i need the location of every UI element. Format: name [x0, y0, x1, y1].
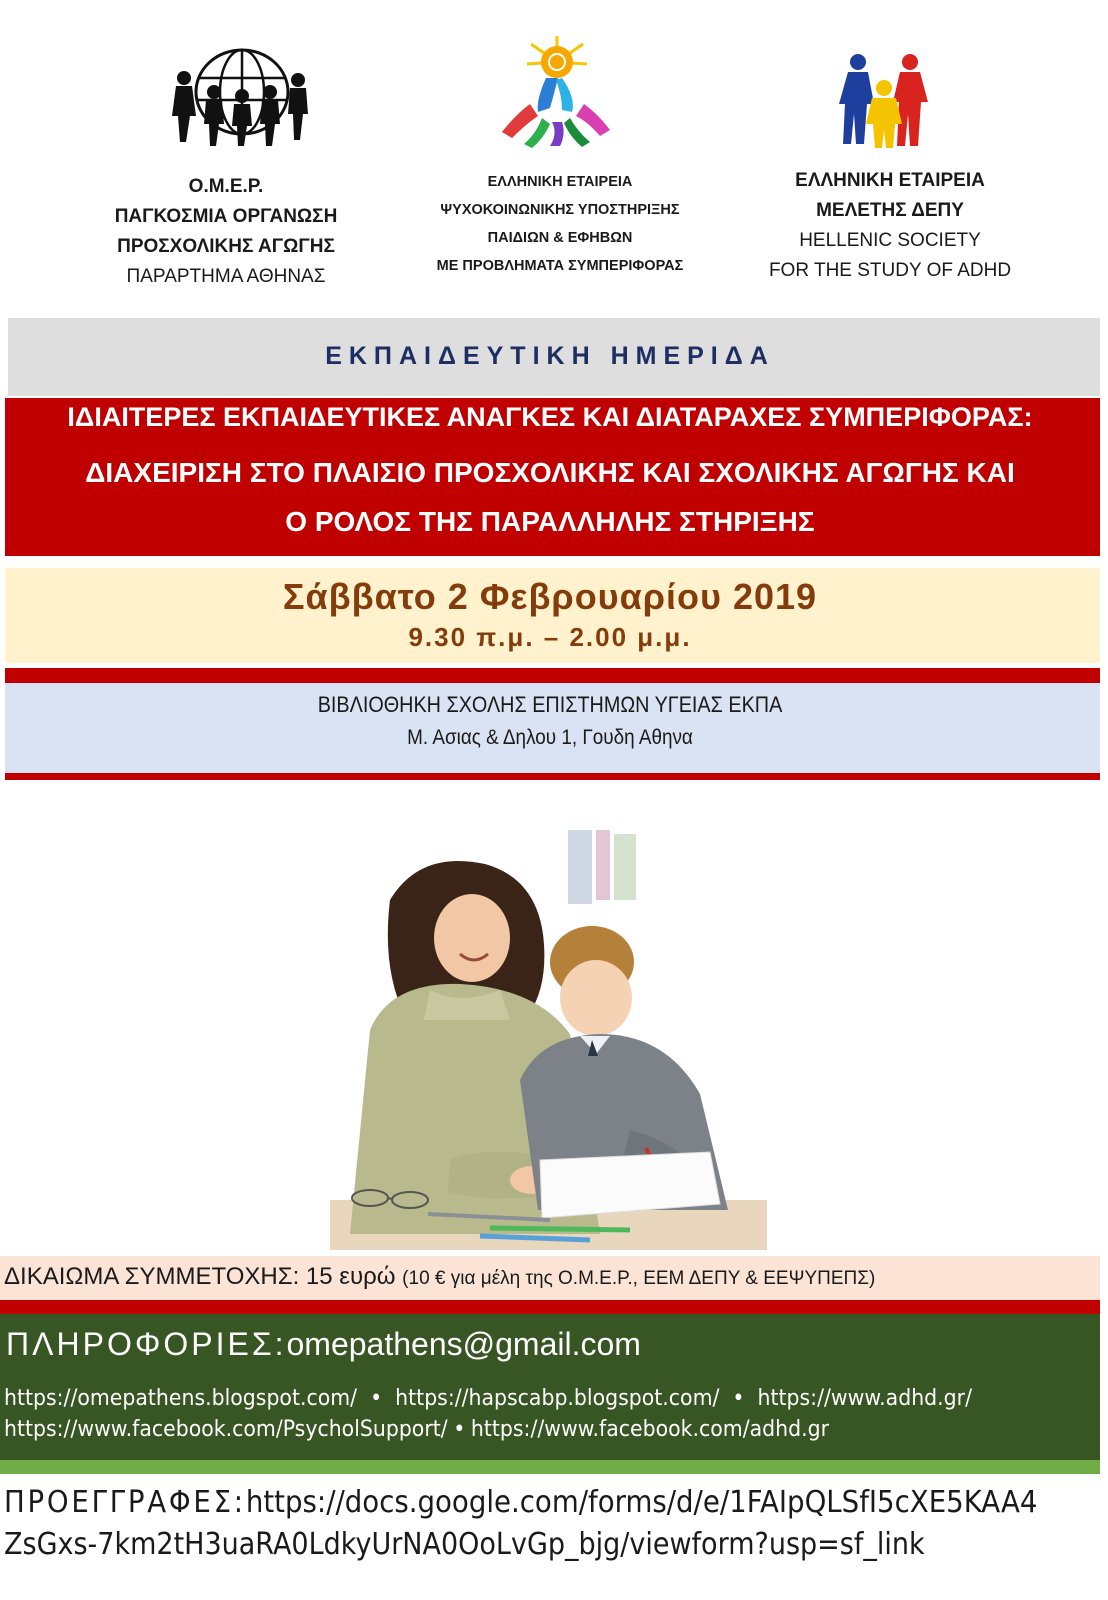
- omep-name-line: ΠΑΡΑΡΤΗΜΑ ΑΘΗΝΑΣ: [126, 266, 326, 287]
- adhd-name-line: ΜΕΛΕΤΗΣ ΔΕΠΥ: [816, 200, 964, 221]
- event-time: 9.30 π.μ. – 2.00 μ.μ.: [408, 622, 692, 652]
- registration-label: ΠΡΟΕΓΓΡΑΦΕΣ:: [4, 1485, 246, 1520]
- venue-divider-top: [5, 668, 1100, 683]
- psychosocial-name-line: ΠΑΙΔΙΩΝ & ΕΦΗΒΩΝ: [487, 230, 633, 246]
- venue-address: Μ. Ασιας & Δηλου 1, Γουδη Αθηνα: [407, 726, 693, 749]
- adhd-name-line: FOR THE STUDY OF ADHD: [768, 260, 1012, 281]
- adhd-name-line: HELLENIC SOCIETY: [799, 230, 981, 251]
- registration-form-link[interactable]: https://docs.google.com/forms/d/e/1FAIpQLSfI5cXE5KAA4: [245, 1485, 1038, 1520]
- venue-name: ΒΙΒΛΙΟΘΗΚΗ ΣΧΟΛΗΣ ΕΠΙΣΤΗΜΩΝ ΥΓΕΙΑΣ ΕΚΠΑ: [317, 692, 783, 717]
- omep-globe-logo: [170, 40, 312, 148]
- adhd-site-link[interactable]: https://www.adhd.gr/: [757, 1386, 972, 1411]
- link-separator: •: [453, 1417, 466, 1442]
- links-row: [4, 1386, 972, 1411]
- omep-blog-link[interactable]: https://omepathens.blogspot.com/: [4, 1386, 358, 1411]
- psychosocial-name-line: ΕΛΛΗΝΙΚΗ ΕΤΑΙΡΕΙΑ: [487, 174, 633, 190]
- info-label: ΠΛΗΡΟΦΟΡΙΕΣ:: [6, 1326, 287, 1362]
- omep-name-line: ΠΑΓΚΟΣΜΙΑ ΟΡΓΑΝΩΣΗ: [114, 206, 338, 227]
- link-separator: •: [370, 1386, 383, 1411]
- psychosocial-org-name: [410, 168, 710, 280]
- psycholsupport-facebook-link[interactable]: https://www.facebook.com/PsycholSupport/: [4, 1417, 448, 1442]
- hapscabp-blog-link[interactable]: https://hapscabp.blogspot.com/: [395, 1386, 720, 1411]
- link-separator: •: [732, 1386, 745, 1411]
- psychosocial-name-line: ΨΥΧΟΚΟΙΝΩΝΙΚΗΣ ΥΠΟΣΤΗΡΙΞΗΣ: [440, 202, 680, 218]
- omep-org-name: [80, 172, 372, 292]
- event-type: ΕΚΠΑΙΔΕΥΤΙΚΗ ΗΜΕΡΙΔΑ: [325, 342, 775, 370]
- fee-label: ΔΙΚΑΙΩΜΑ ΣΥΜΜΕΤΟΧΗΣ: 15 ευρώ: [4, 1263, 396, 1290]
- event-date: Σάββατο 2 Φεβρουαρίου 2019: [282, 576, 818, 617]
- event-title-line: ΔΙΑΧΕΙΡΙΣΗ ΣΤΟ ΠΛΑΙΣΙΟ ΠΡΟΣΧΟΛΙΚΗΣ ΚΑΙ ΣΧΟΛΙΚΗΣ ΑΓΩΓΗΣ ΚΑΙ: [85, 457, 1015, 488]
- adhd-society-logo: [838, 52, 934, 150]
- fee-divider: [0, 1300, 1100, 1314]
- event-title-line: Ο ΡΟΛΟΣ ΤΗΣ ΠΑΡΑΛΛΗΛΗΣ ΣΤΗΡΙΞΗΣ: [285, 506, 815, 537]
- psychosocial-name-line: ΜΕ ΠΡΟΒΛΗΜΑΤΑ ΣΥΜΠΕΡΙΦΟΡΑΣ: [436, 258, 684, 274]
- info-contact: [6, 1326, 641, 1363]
- participation-fee: [4, 1263, 875, 1291]
- adhd-facebook-link[interactable]: https://www.facebook.com/adhd.gr: [470, 1417, 829, 1442]
- registration: [4, 1485, 1037, 1520]
- teacher-helping-child-photo: [330, 830, 767, 1250]
- adhd-org-name: [748, 166, 1032, 286]
- omep-name-line: Ο.Μ.Ε.Ρ.: [188, 176, 264, 197]
- fee-member-note: (10 € για μέλη της Ο.Μ.Ε.Ρ., ΕΕΜ ΔΕΠΥ & ΕΕΨΥΠΕΠΣ): [402, 1268, 876, 1289]
- links-divider: [0, 1460, 1100, 1474]
- omep-name-line: ΠΡΟΣΧΟΛΙΚΗΣ ΑΓΩΓΗΣ: [117, 236, 335, 257]
- venue-divider-bottom: [5, 773, 1100, 780]
- adhd-name-line: ΕΛΛΗΝΙΚΗ ΕΤΑΙΡΕΙΑ: [795, 170, 985, 191]
- event-title-line: ΙΔΙΑΙΤΕΡΕΣ ΕΚΠΑΙΔΕΥΤΙΚΕΣ ΑΝΑΓΚΕΣ ΚΑΙ ΔΙΑΤΑΡΑΧΕΣ ΣΥΜΠΕΡΙΦΟΡΑΣ:: [67, 402, 1033, 432]
- psychosocial-support-logo: [490, 34, 624, 152]
- links-row: [4, 1417, 829, 1442]
- registration-form-link-continued[interactable]: ZsGxs-7km2tH3uaRA0LdkyUrNA0OoLvGp_bjg/viewform?usp=sf_link: [4, 1527, 925, 1562]
- info-email-link[interactable]: omepathens@gmail.com: [286, 1326, 641, 1362]
